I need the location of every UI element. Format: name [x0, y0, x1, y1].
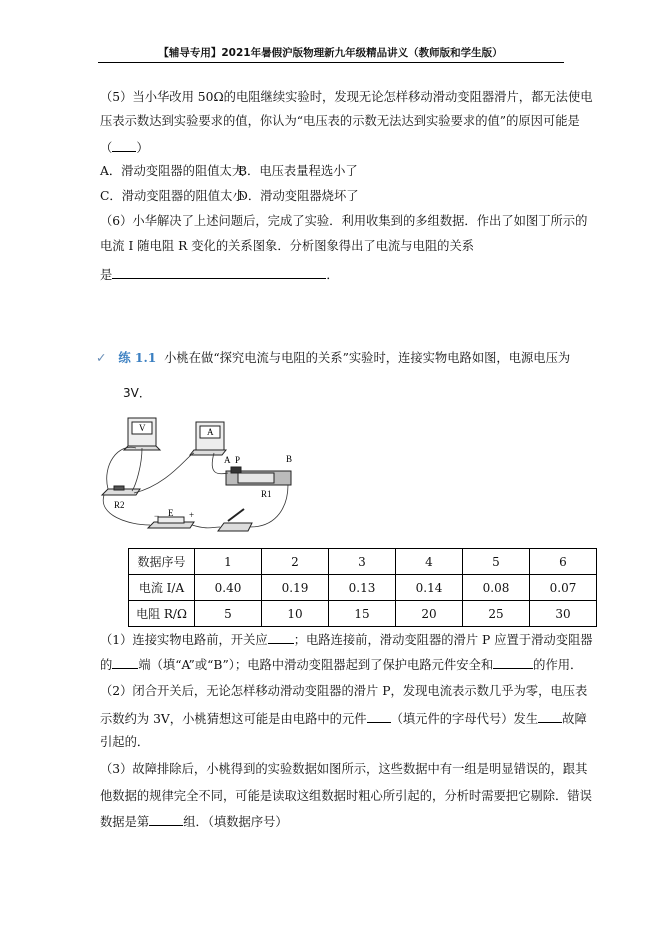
rheostat	[226, 467, 291, 485]
paren-open: （	[100, 141, 113, 155]
header-divider	[98, 62, 564, 63]
option-b: B．电压表量程选小了	[238, 164, 358, 178]
p1-line2	[100, 656, 582, 673]
q5-line2: 压表示数达到实验要求的值，你认为“电压表的示数无法达到实验要求的值”的原因可能是	[100, 114, 580, 128]
option-a: A．滑动变阻器的阻值太大	[100, 164, 245, 178]
table-cell: 3	[329, 549, 396, 575]
table-cell: 10	[262, 601, 329, 627]
p1-text-d: 端（填“A”或“B”）；电路中滑动变阻器起到了保护电路元件安全和	[138, 658, 494, 672]
p3-line3	[100, 813, 288, 830]
label-plus: +	[189, 510, 195, 520]
p2-text-c: 故障	[562, 712, 587, 726]
label-r1: R1	[261, 489, 272, 499]
q6-suffix: ．	[326, 268, 339, 282]
q5-options-ab	[100, 163, 358, 179]
p2-line3: 引起的．	[100, 735, 150, 749]
page-header: 【辅导专用】2021年暑假沪版物理新九年级精品讲义（教师版和学生版）	[158, 47, 503, 59]
table-cell: 4	[396, 549, 463, 575]
table-cell: 0.14	[396, 575, 463, 601]
answer-blank[interactable]	[367, 710, 391, 723]
row-header: 电流 I/A	[129, 575, 195, 601]
table-cell: 2	[262, 549, 329, 575]
label-e: E	[168, 508, 174, 518]
answer-blank[interactable]	[538, 710, 562, 723]
label-b: B	[286, 454, 293, 464]
voltmeter-label: V	[139, 423, 146, 433]
q6-prefix: 是	[100, 268, 113, 282]
exercise-text: 小桃在做“探究电流与电阻的关系”实验时，连接实物电路如图，电源电压为	[164, 351, 571, 365]
p3-line2: 他数据的规律完全不同，可能是读取这组数据时粗心所引起的，分析时需要把它剔除．错误	[100, 789, 592, 803]
p1-text-a: （1）连接实物电路前，开关应	[100, 633, 268, 647]
circuit-figure	[98, 415, 303, 540]
table-cell: 15	[329, 601, 396, 627]
exercise-tag: 练 1.1	[118, 350, 157, 365]
table-cell: 0.40	[195, 575, 262, 601]
row-header: 数据序号	[129, 549, 195, 575]
exercise-line2: 3V．	[123, 386, 151, 400]
q5-line1: （5）当小华改用 50Ω的电阻继续实验时，发现无论怎样移动滑动变阻器滑片，都无法使电	[100, 90, 593, 104]
table-row	[129, 601, 597, 627]
label-minus: −	[154, 511, 160, 521]
p1-text-b: ；电路连接前，滑动变阻器的滑片 P 应置于滑动变阻器	[293, 633, 593, 647]
option-c: C．滑动变阻器的阻值太小	[100, 189, 245, 203]
p2-line2	[100, 710, 587, 727]
check-icon: ✓	[96, 351, 107, 365]
answer-blank[interactable]	[149, 813, 183, 826]
table-cell: 5	[195, 601, 262, 627]
p1-text-c: 的	[100, 658, 113, 672]
paren-close: ）	[136, 141, 149, 155]
table-cell: 0.08	[463, 575, 530, 601]
q6-line2: 电流 I 随电阻 R 变化的关系图象．分析图象得出了电流与电阻的关系	[100, 239, 475, 253]
p2-text-b: （填元件的字母代号）发生	[390, 712, 539, 726]
data-table	[128, 548, 597, 627]
switch	[218, 509, 252, 531]
p1-line1	[100, 631, 593, 648]
table-cell: 6	[530, 549, 597, 575]
table-row	[129, 575, 597, 601]
q6-line1: （6）小华解决了上述问题后，完成了实验．利用收集到的多组数据．作出了如图丁所示的	[100, 214, 588, 228]
answer-blank[interactable]	[493, 656, 533, 669]
p1-text-e: 的作用．	[533, 658, 583, 672]
answer-blank[interactable]	[112, 266, 326, 279]
table-cell: 25	[463, 601, 530, 627]
table-cell: 20	[396, 601, 463, 627]
table-cell: 0.19	[262, 575, 329, 601]
table-cell: 0.07	[530, 575, 597, 601]
wires	[103, 447, 288, 528]
table-cell: 5	[463, 549, 530, 575]
option-d: D．滑动变阻器烧坏了	[238, 189, 359, 203]
p3-line1: （3）故障排除后，小桃得到的实验数据如图所示，这些数据中有一组是明显错误的，跟其	[100, 762, 588, 776]
answer-blank[interactable]	[112, 656, 138, 669]
q5-options-cd	[100, 188, 359, 204]
table-row	[129, 549, 597, 575]
table-cell: 30	[530, 601, 597, 627]
ammeter-label: A	[207, 427, 214, 437]
p2-line1: （2）闭合开关后，无论怎样移动滑动变阻器的滑片 P，发现电流表示数几乎为零，电压表	[100, 684, 588, 698]
p3-text-a: 数据是第	[100, 815, 150, 829]
row-header: 电阻 R/Ω	[129, 601, 195, 627]
exercise-line1	[96, 350, 570, 366]
answer-blank[interactable]	[112, 139, 136, 152]
p3-text-b: 组．（填数据序号）	[183, 815, 288, 829]
label-a: A	[224, 455, 231, 465]
label-r2: R2	[114, 500, 125, 510]
p2-text-a: 示数约为 3V，小桃猜想这可能是由电路中的元件	[100, 712, 367, 726]
label-p: P	[235, 455, 241, 465]
table-cell: 0.13	[329, 575, 396, 601]
table-cell: 1	[195, 549, 262, 575]
q5-answer	[100, 139, 149, 156]
answer-blank[interactable]	[268, 631, 294, 644]
q6-line3	[100, 266, 339, 283]
